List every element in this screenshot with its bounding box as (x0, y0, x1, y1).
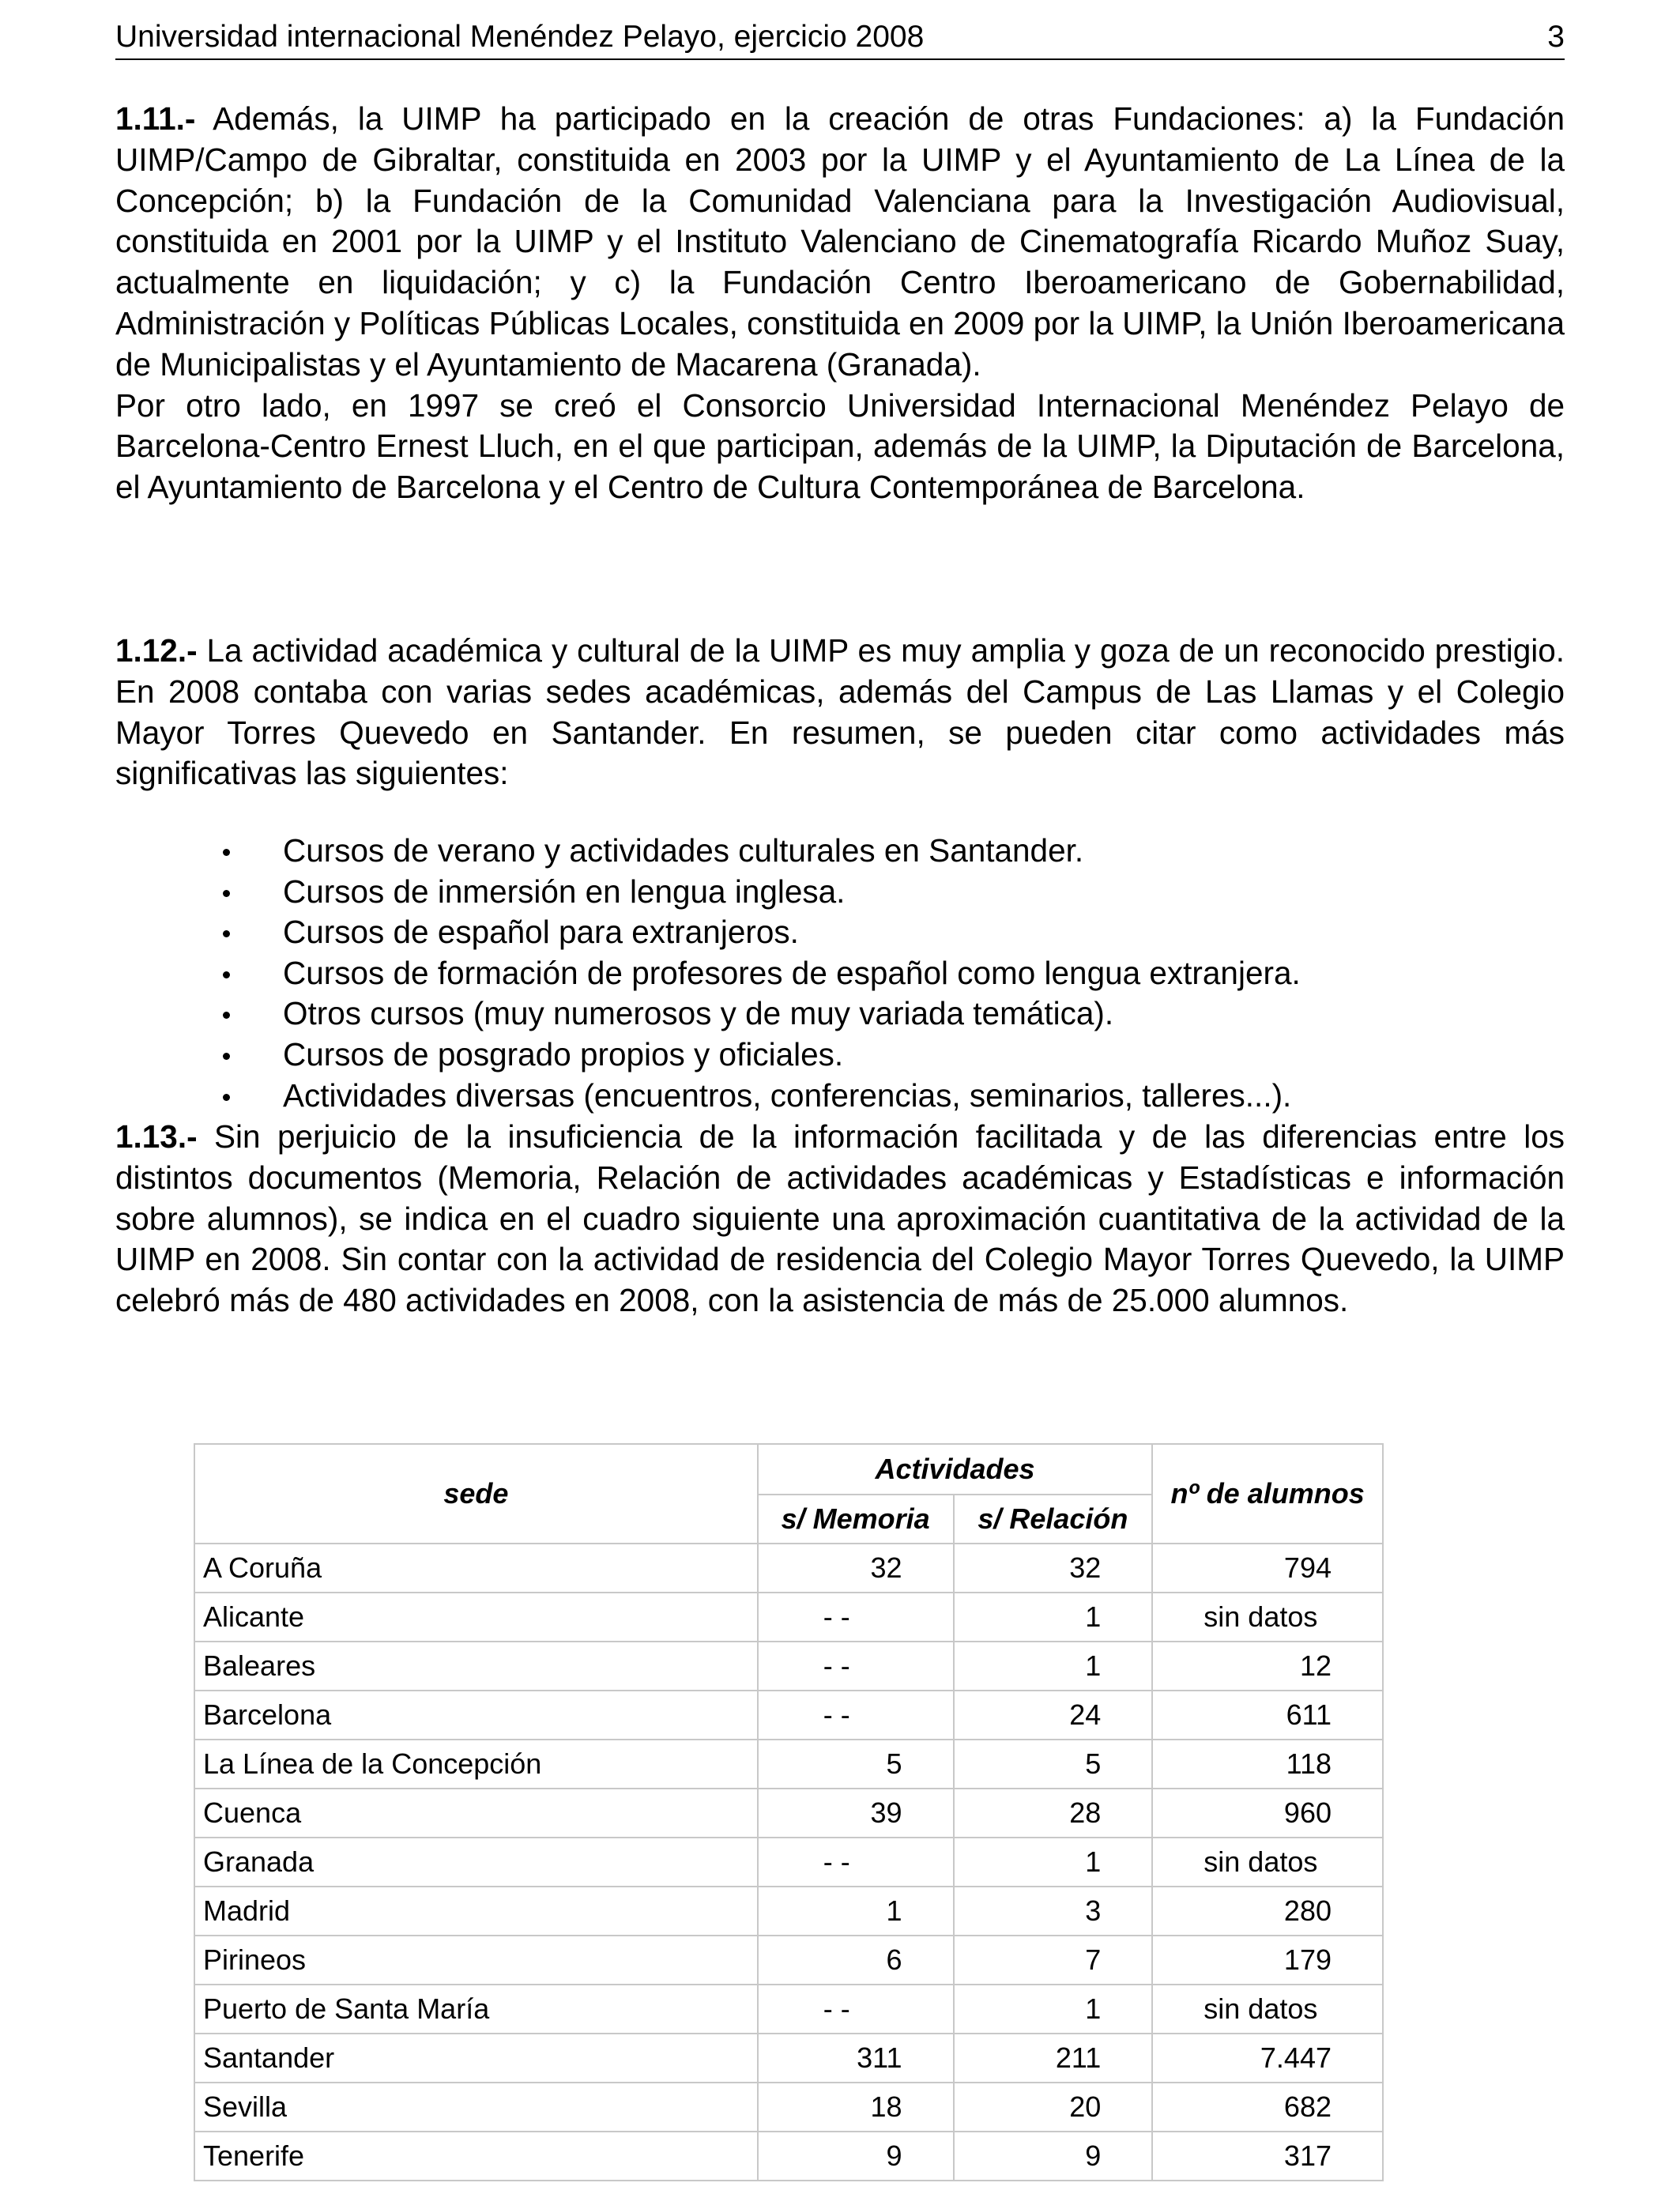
cell-relacion: 1 (954, 1985, 1153, 2034)
cell-memoria: - - (758, 1593, 954, 1642)
cell-alumnos: 794 (1152, 1544, 1383, 1593)
cell-memoria: 32 (758, 1544, 954, 1593)
cell-alumnos: sin datos (1152, 1838, 1383, 1887)
cell-sede: Alicante (194, 1593, 758, 1642)
cell-sede: Puerto de Santa María (194, 1985, 758, 2034)
cell-memoria: 1 (758, 1887, 954, 1936)
list-item (213, 912, 1557, 953)
bullet-icon (223, 1012, 230, 1019)
cell-sede: Sevilla (194, 2083, 758, 2132)
cell-memoria: - - (758, 1691, 954, 1740)
bullet-icon (223, 849, 230, 856)
cell-memoria: 9 (758, 2132, 954, 2181)
paragraph-text: Sin perjuicio de la insuficiencia de la información facilitada y de las diferencias entre los distintos documentos (Memoria, Relación de actividades académicas y Estadísticas e información sobre alumnos), se indica en el cuadro siguiente una aproximación cuantitativa de la actividad de la UIMP en 2008. Sin contar con la actividad de residencia del Colegio Mayor Torres Quevedo, la UIMP celebró más de 480 actividades en 2008, con la asistencia de más de 25.000 alumnos. (115, 1118, 1565, 1319)
cell-alumnos: 118 (1152, 1740, 1383, 1789)
section-1-12 (115, 631, 1565, 794)
table-row (194, 1593, 1383, 1642)
bullet-icon (223, 930, 230, 937)
cell-alumnos: 7.447 (1152, 2034, 1383, 2083)
list-item (213, 831, 1557, 872)
cell-sede: Baleares (194, 1642, 758, 1691)
cell-sede: Tenerife (194, 2132, 758, 2181)
cell-relacion: 1 (954, 1642, 1153, 1691)
bullet-icon (223, 890, 230, 897)
cell-relacion: 5 (954, 1740, 1153, 1789)
section-1-11 (115, 99, 1565, 508)
header-relacion: s/ Relación (954, 1495, 1153, 1544)
cell-alumnos: 960 (1152, 1789, 1383, 1838)
header-alumnos: nº de alumnos (1152, 1444, 1383, 1544)
cell-memoria: 6 (758, 1936, 954, 1985)
list-item-text: Otros cursos (muy numerosos y de muy variada temática). (283, 995, 1114, 1032)
paragraph-1-13 (115, 1117, 1565, 1321)
cell-alumnos: 179 (1152, 1936, 1383, 1985)
header-memoria: s/ Memoria (758, 1495, 954, 1544)
paragraph-text: La actividad académica y cultural de la UIMP es muy amplia y goza de un reconocido prestigio. En 2008 contaba con varias sedes académicas, además del Campus de Las Llamas y el Colegio Mayor Torres Quevedo en Santander. En resumen, se pueden citar como actividades más significativas las siguientes: (115, 632, 1565, 792)
cell-sede: Santander (194, 2034, 758, 2083)
cell-alumnos: 280 (1152, 1887, 1383, 1936)
cell-relacion: 3 (954, 1887, 1153, 1936)
cell-memoria: - - (758, 1838, 954, 1887)
cell-sede: Barcelona (194, 1691, 758, 1740)
cell-relacion: 24 (954, 1691, 1153, 1740)
cell-alumnos: 682 (1152, 2083, 1383, 2132)
cell-sede: A Coruña (194, 1544, 758, 1593)
list-item (213, 993, 1557, 1035)
section-number: 1.13.- (115, 1118, 198, 1155)
cell-memoria: - - (758, 1985, 954, 2034)
table-row (194, 2034, 1383, 2083)
cell-sede: Granada (194, 1838, 758, 1887)
table-row (194, 1936, 1383, 1985)
cell-alumnos: sin datos (1152, 1985, 1383, 2034)
paragraph-1-12 (115, 631, 1565, 794)
cell-sede: Cuenca (194, 1789, 758, 1838)
table-row (194, 1544, 1383, 1593)
list-item-text: Cursos de formación de profesores de español como lengua extranjera. (283, 954, 1301, 991)
table-row (194, 1985, 1383, 2034)
list-item-text: Actividades diversas (encuentros, conferencias, seminarios, talleres...). (283, 1076, 1292, 1114)
bullet-icon (223, 1053, 230, 1060)
table-row (194, 1740, 1383, 1789)
cell-alumnos: 611 (1152, 1691, 1383, 1740)
cell-alumnos: 317 (1152, 2132, 1383, 2181)
table-row (194, 2083, 1383, 2132)
list-item-text: Cursos de inmersión en lengua inglesa. (283, 873, 846, 910)
table-row (194, 1887, 1383, 1936)
paragraph-text: Además, la UIMP ha participado en la creación de otras Fundaciones: a) la Fundación UIMP/Campo de Gibraltar, constituida en 2003 por la UIMP y el Ayuntamiento de La Línea de la Concepción; b) la Fundación de la Comunidad Valenciana para la Investigación Audiovisual, constituida en 2001 por la UIMP y el Instituto Valenciano de Cinematografía Ricardo Muñoz Suay, actualmente en liquidación; y c) la Fundación Centro Iberoamericano de Gobernabilidad, Administración y Políticas Públicas Locales, constituida en 2009 por la UIMP, la Unión Iberoamericana de Municipalistas y el Ayuntamiento de Macarena (Granada). (115, 100, 1565, 383)
cell-relacion: 211 (954, 2034, 1153, 2083)
paragraph-consorcio: Por otro lado, en 1997 se creó el Consorcio Universidad Internacional Menéndez Pelayo de Barcelona-Centro Ernest Lluch, en el que participan, además de la UIMP, la Diputación de Barcelona, el Ayuntamiento de Barcelona y el Centro de Cultura Contemporánea de Barcelona. (115, 386, 1565, 506)
cell-memoria: - - (758, 1642, 954, 1691)
header-sede: sede (194, 1444, 758, 1544)
cell-alumnos: sin datos (1152, 1593, 1383, 1642)
cell-memoria: 18 (758, 2083, 954, 2132)
cell-relacion: 1 (954, 1838, 1153, 1887)
list-item (213, 1076, 1557, 1117)
page-number: 3 (1547, 20, 1565, 54)
cell-sede: Pirineos (194, 1936, 758, 1985)
activities-table (194, 1443, 1384, 2181)
cell-relacion: 20 (954, 2083, 1153, 2132)
paragraph-1-11 (115, 99, 1565, 386)
cell-relacion: 9 (954, 2132, 1153, 2181)
cell-memoria: 5 (758, 1740, 954, 1789)
cell-relacion: 7 (954, 1936, 1153, 1985)
cell-relacion: 28 (954, 1789, 1153, 1838)
bullet-icon (223, 971, 230, 978)
list-item-text: Cursos de español para extranjeros. (283, 914, 799, 951)
table-row (194, 1789, 1383, 1838)
table-row (194, 1691, 1383, 1740)
list-item (213, 872, 1557, 913)
table-row (194, 1642, 1383, 1691)
bullet-icon (223, 1094, 230, 1101)
header-actividades: Actividades (758, 1444, 1153, 1495)
list-item-text: Cursos de verano y actividades culturales en Santander. (283, 832, 1084, 869)
section-number: 1.12.- (115, 632, 198, 669)
cell-sede: Madrid (194, 1887, 758, 1936)
list-item-text: Cursos de posgrado propios y oficiales. (283, 1035, 844, 1072)
list-item (213, 953, 1557, 994)
cell-relacion: 32 (954, 1544, 1153, 1593)
table-row (194, 2132, 1383, 2181)
header-title: Universidad internacional Menéndez Pelayo, ejercicio 2008 (115, 20, 925, 54)
cell-relacion: 1 (954, 1593, 1153, 1642)
cell-memoria: 311 (758, 2034, 954, 2083)
page-header (115, 16, 1565, 60)
table-row (194, 1838, 1383, 1887)
activities-list (213, 831, 1557, 1116)
cell-alumnos: 12 (1152, 1642, 1383, 1691)
section-number: 1.11.- (115, 100, 196, 137)
cell-memoria: 39 (758, 1789, 954, 1838)
list-item (213, 1035, 1557, 1076)
cell-sede: La Línea de la Concepción (194, 1740, 758, 1789)
section-1-13 (115, 1117, 1565, 1321)
